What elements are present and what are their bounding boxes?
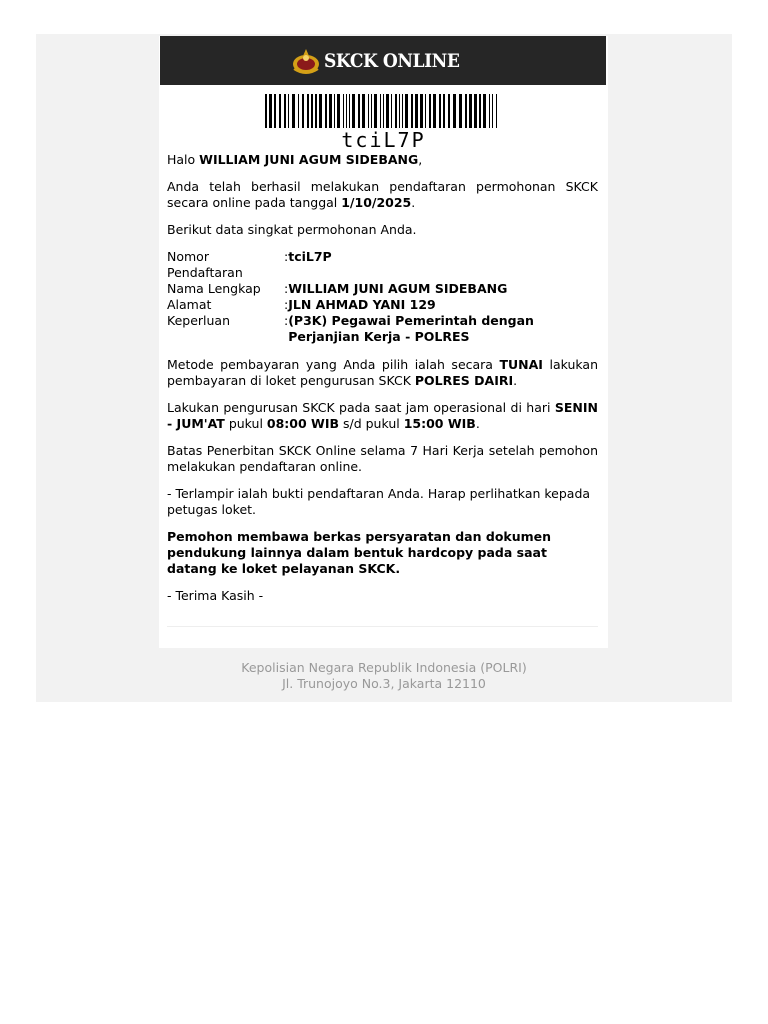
registration-details <box>167 249 598 345</box>
barcode-bar <box>302 94 304 128</box>
barcode-bar <box>469 94 472 128</box>
payment-location: POLRES DAIRI <box>414 373 514 388</box>
hours-paragraph: Lakukan pengurusan SKCK pada saat jam operasional di hari SENIN - JUM'AT pukul 08:00 WIB s/d pukul 15:00 WIB. <box>167 400 598 431</box>
barcode-bar <box>474 94 477 128</box>
logo-text: SKCK ONLINE <box>324 49 460 72</box>
greeting: Halo WILLIAM JUNI AGUM SIDEBANG, <box>167 152 423 167</box>
email-card <box>159 36 608 648</box>
barcode-bar <box>479 94 481 128</box>
barcode-bar <box>492 94 493 128</box>
barcode-bar <box>269 94 272 128</box>
barcode-bar <box>439 94 441 128</box>
barcode-bar <box>395 94 397 128</box>
barcode-bar <box>343 94 344 128</box>
barcode-bar <box>443 94 445 128</box>
footer-organization: Kepolisian Negara Republik Indonesia (POLRI) <box>241 660 527 675</box>
barcode-bar <box>319 94 322 128</box>
barcode-bar <box>371 94 372 128</box>
email-body <box>167 152 598 615</box>
barcode-bar <box>337 94 340 128</box>
barcode-bar <box>349 94 350 128</box>
barcode-code: tciL7P <box>341 128 426 152</box>
barcode-bar <box>453 94 456 128</box>
barcode-bar <box>465 94 467 128</box>
attachment-note: - Terlampir ialah bukti pendaftaran Anda. Harap perlihatkan kepada petugas loket. <box>167 486 591 517</box>
detail-label: Alamat <box>167 297 212 312</box>
barcode-bar <box>352 94 355 128</box>
barcode-bar <box>325 94 327 128</box>
detail-label: Nomor Pendaftaran <box>167 249 243 280</box>
detail-value: JLN AHMAD YANI 129 <box>288 297 436 312</box>
deadline-paragraph: Batas Penerbitan SKCK Online selama 7 Hari Kerja setelah pemohon melakukan pendaftaran online. <box>167 443 598 474</box>
payment-method: TUNAI <box>499 357 543 372</box>
registration-barcode <box>265 94 501 128</box>
detail-label: Nama Lengkap <box>167 281 261 296</box>
barcode-bar <box>433 94 436 128</box>
barcode-bar <box>288 94 289 128</box>
barcode-bar <box>334 94 335 128</box>
barcode-bar <box>298 94 299 128</box>
barcode-bar <box>391 94 392 128</box>
applicant-name: WILLIAM JUNI AGUM SIDEBANG <box>199 152 419 167</box>
barcode-bar <box>362 94 365 128</box>
barcode-bar <box>415 94 418 128</box>
detail-value: WILLIAM JUNI AGUM SIDEBANG <box>288 281 508 296</box>
barcode-bar <box>307 94 309 128</box>
detail-row: Keperluan : (P3K) Pegawai Pemerintah dengan Perjanjian Kerja - POLRES <box>167 313 598 345</box>
barcode-bar <box>274 94 276 128</box>
detail-value: tciL7P <box>288 249 332 264</box>
detail-row: Nomor Pendaftaran : tciL7P <box>167 249 598 281</box>
end-time: 15:00 WIB <box>403 416 476 431</box>
barcode-bar <box>265 94 267 128</box>
barcode-bar <box>284 94 286 128</box>
divider <box>167 626 598 627</box>
barcode-bar <box>292 94 295 128</box>
barcode-bar <box>374 94 377 128</box>
registration-date: 1/10/2025 <box>341 195 412 210</box>
barcode-bar <box>459 94 462 128</box>
barcode-bar <box>383 94 384 128</box>
barcode-bar <box>429 94 431 128</box>
barcode-bar <box>311 94 313 128</box>
barcode-bar <box>329 94 332 128</box>
detail-label: Keperluan <box>167 313 231 328</box>
barcode-bar <box>425 94 426 128</box>
barcode-bar <box>483 94 486 128</box>
start-time: 08:00 WIB <box>266 416 340 431</box>
barcode-bar <box>368 94 369 128</box>
barcode-bar <box>489 94 490 128</box>
polri-emblem-icon <box>291 47 321 75</box>
barcode-bar <box>315 94 317 128</box>
detail-value: (P3K) Pegawai Pemerintah dengan Perjanjian Kerja - POLRES <box>288 313 534 344</box>
documents-note: Pemohon membawa berkas persyaratan dan dokumen pendukung lainnya dalam bentuk hardcopy pada saat datang ke loket pelayanan SKCK. <box>167 529 552 576</box>
barcode-bar <box>420 94 423 128</box>
barcode-bar <box>411 94 413 128</box>
barcode-bar <box>386 94 389 128</box>
footer-address: Jl. Trunojoyo No.3, Jakarta 12110 <box>282 676 486 691</box>
barcode-bar <box>346 94 347 128</box>
payment-paragraph: Metode pembayaran yang Anda pilih ialah secara TUNAI lakukan pembayaran di loket pengurusan SKCK POLRES DAIRI. <box>167 357 599 388</box>
email-background <box>36 34 732 702</box>
barcode-bar <box>448 94 450 128</box>
header-banner <box>160 36 606 85</box>
barcode-bar <box>399 94 400 128</box>
footer <box>36 660 732 692</box>
detail-row: Nama Lengkap : WILLIAM JUNI AGUM SIDEBANG <box>167 281 598 297</box>
barcode-bar <box>402 94 403 128</box>
barcode-bar <box>358 94 360 128</box>
closing-text: - Terima Kasih - <box>167 588 264 603</box>
summary-intro: Berikut data singkat permohonan Anda. <box>167 222 417 237</box>
barcode-bar <box>496 94 497 128</box>
barcode-bar <box>405 94 408 128</box>
barcode-bar <box>279 94 281 128</box>
operating-days: SENIN - JUM'AT <box>167 400 598 431</box>
detail-row: Alamat : JLN AHMAD YANI 129 <box>167 297 598 313</box>
intro-paragraph: Anda telah berhasil melakukan pendaftaran permohonan SKCK secara online pada tanggal 1/10/2025. <box>167 179 598 210</box>
barcode-bar <box>380 94 381 128</box>
